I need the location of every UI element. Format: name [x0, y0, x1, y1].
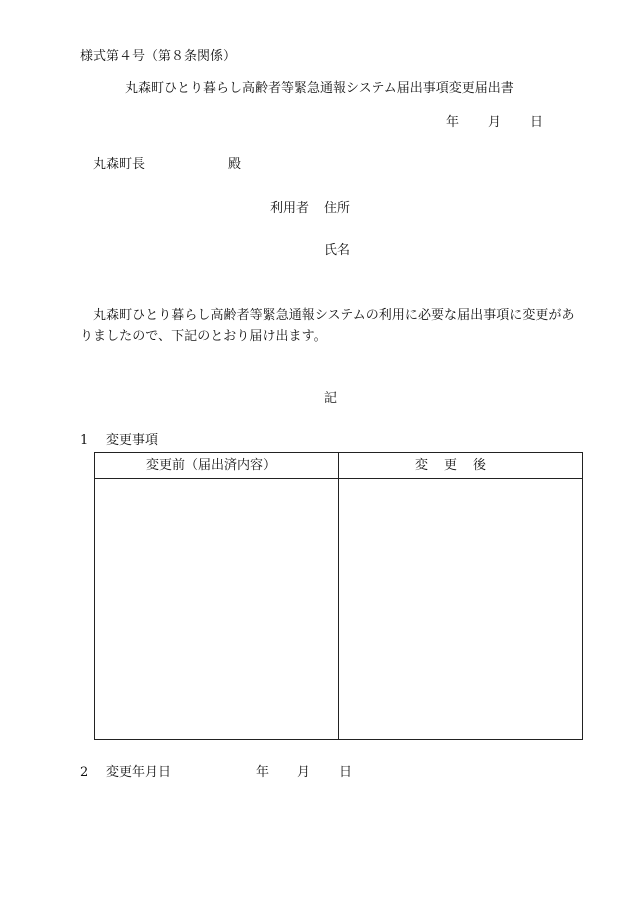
change-items-table: [94, 452, 583, 740]
applicant-name-label: 氏名: [324, 243, 351, 258]
section-2-number: 2: [80, 765, 89, 780]
before-change-field[interactable]: [95, 479, 338, 739]
submission-date-day-label: 日: [530, 115, 544, 130]
change-date-month-label: 月: [297, 765, 311, 780]
form-number: 様式第４号（第８条関係）: [80, 49, 237, 64]
addressee-honorific: 殿: [228, 157, 242, 172]
section-1-title: 変更事項: [106, 433, 159, 448]
submission-date-month-label: 月: [488, 115, 502, 130]
change-date-day-label: 日: [339, 765, 353, 780]
section-1-number: 1: [80, 433, 89, 448]
change-date-year-label: 年: [256, 765, 270, 780]
ki-heading: 記: [324, 391, 338, 406]
section-2-heading: [80, 765, 171, 781]
body-text: 丸森町ひとり暮らし高齢者等緊急通報システムの利用に必要な届出事項に変更がありましたので、下記のとおり届け出ます。: [80, 308, 575, 344]
after-change-field[interactable]: [339, 479, 582, 739]
header-before-change: 変更前（届出済内容）: [146, 458, 277, 473]
section-1-heading: [80, 433, 158, 449]
section-2-title: 変更年月日: [106, 765, 172, 780]
applicant-label: 利用者: [270, 201, 310, 216]
submission-date-year-label: 年: [446, 115, 460, 130]
header-after-change: 変更後: [415, 458, 503, 473]
addressee-name: 丸森町長: [93, 157, 146, 172]
applicant-address-label: 住所: [324, 201, 351, 216]
document-title: 丸森町ひとり暮らし高齢者等緊急通報システム届出事項変更届出書: [125, 81, 514, 96]
